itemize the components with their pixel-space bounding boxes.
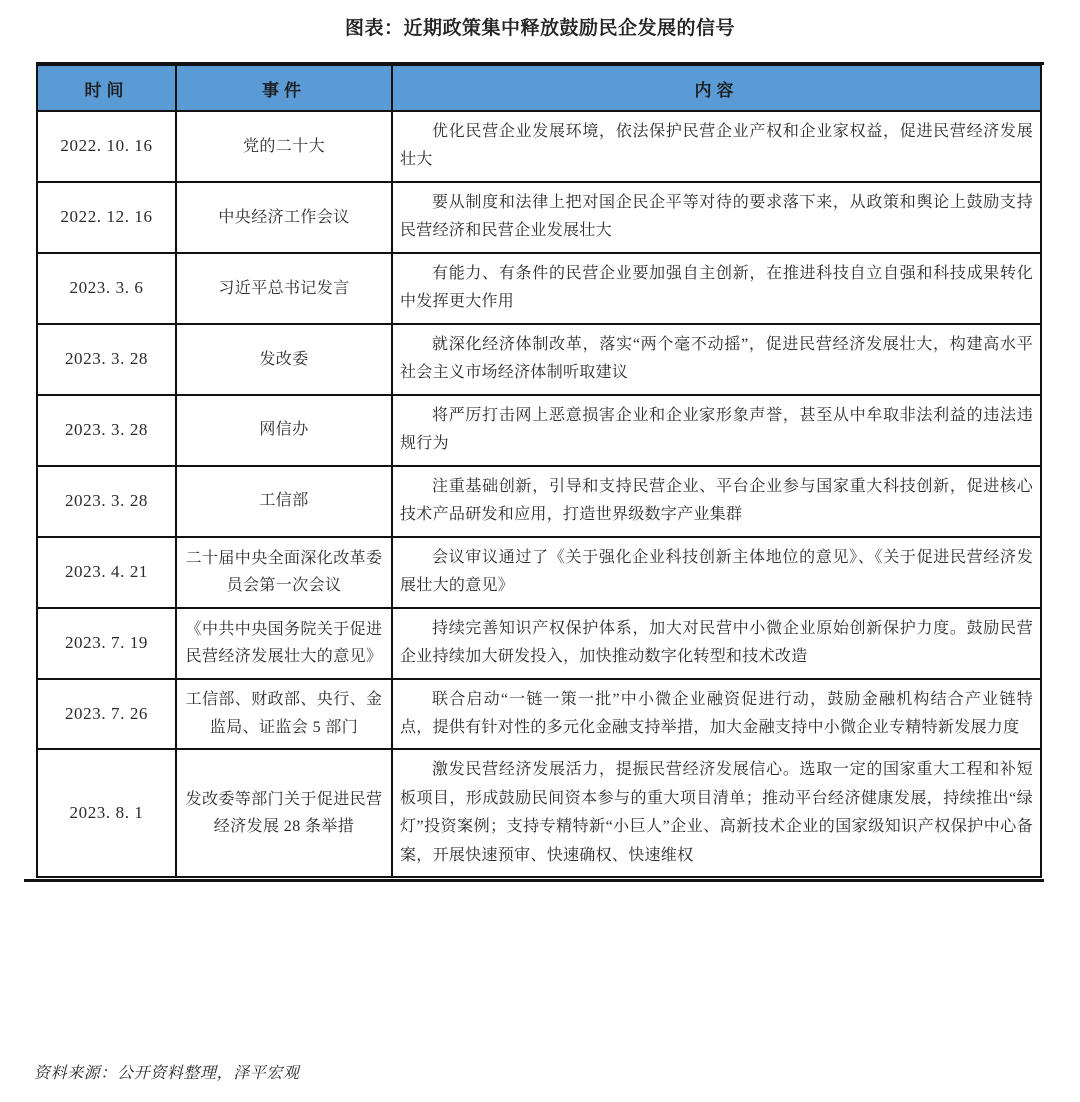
cell-content: 就深化经济体制改革，落实“两个毫不动摇”，促进民营经济发展壮大，构建高水平社会主义市场经济体制听取建议	[392, 324, 1041, 395]
policy-table	[36, 64, 1042, 878]
table-row	[37, 749, 1041, 877]
cell-time: 2023. 4. 21	[37, 537, 176, 608]
cell-time: 2023. 7. 19	[37, 608, 176, 679]
column-header-time	[37, 65, 176, 111]
column-header-content	[392, 65, 1041, 111]
table-body	[37, 111, 1041, 877]
table-header	[37, 65, 1041, 111]
policy-table-container	[24, 62, 1042, 878]
table-row	[37, 537, 1041, 608]
cell-event: 《中共中央国务院关于促进民营经济发展壮大的意见》	[176, 608, 392, 679]
table-row	[37, 679, 1041, 750]
cell-content: 会议审议通过了《关于强化企业科技创新主体地位的意见》、《关于促进民营经济发展壮大的意见》	[392, 537, 1041, 608]
cell-time: 2022. 12. 16	[37, 182, 176, 253]
cell-time: 2023. 7. 26	[37, 679, 176, 750]
table-top-rule	[36, 62, 1044, 65]
cell-content: 持续完善知识产权保护体系，加大对民营中小微企业原始创新保护力度。鼓励民营企业持续加大研发投入，加快推动数字化转型和技术改造	[392, 608, 1041, 679]
cell-event: 中央经济工作会议	[176, 182, 392, 253]
table-row	[37, 324, 1041, 395]
cell-time: 2023. 8. 1	[37, 749, 176, 877]
cell-content: 注重基础创新，引导和支持民营企业、平台企业参与国家重大科技创新，促进核心技术产品研发和应用，打造世界级数字产业集群	[392, 466, 1041, 537]
cell-content: 有能力、有条件的民营企业要加强自主创新，在推进科技自立自强和科技成果转化中发挥更大作用	[392, 253, 1041, 324]
table-row	[37, 182, 1041, 253]
cell-event: 网信办	[176, 395, 392, 466]
column-header-event-label: 事件	[262, 80, 306, 100]
table-row	[37, 111, 1041, 182]
table-header-row	[37, 65, 1041, 111]
table-row	[37, 608, 1041, 679]
cell-event: 党的二十大	[176, 111, 392, 182]
source-note: 资料来源：公开资料整理，泽平宏观	[34, 1065, 300, 1082]
cell-time: 2023. 3. 28	[37, 466, 176, 537]
column-header-time-label: 时间	[84, 80, 129, 100]
cell-event: 工信部、财政部、央行、金监局、证监会 5 部门	[176, 679, 392, 750]
table-row	[37, 466, 1041, 537]
cell-event: 发改委等部门关于促进民营经济发展 28 条举措	[176, 749, 392, 877]
cell-event: 发改委	[176, 324, 392, 395]
table-bottom-rule	[24, 879, 1044, 882]
table-row	[37, 253, 1041, 324]
cell-time: 2022. 10. 16	[37, 111, 176, 182]
page-title: 图表：近期政策集中释放鼓励民企发展的信号	[344, 18, 735, 39]
column-header-event	[176, 65, 392, 111]
cell-content: 联合启动“一链一策一批”中小微企业融资促进行动，鼓励金融机构结合产业链特点，提供有针对性的多元化金融支持举措，加大金融支持中小微企业专精特新发展力度	[392, 679, 1041, 750]
cell-event: 习近平总书记发言	[176, 253, 392, 324]
cell-content: 激发民营经济发展活力，提振民营经济发展信心。选取一定的国家重大工程和补短板项目，形成鼓励民间资本参与的重大项目清单；推动平台经济健康发展，持续推出“绿灯”投资案例；支持专精特新“小巨人”企业、高新技术企业的国家级知识产权保护中心备案，开展快速预审、快速确权、快速维权	[392, 749, 1041, 877]
column-header-content-label: 内容	[694, 80, 739, 100]
table-row	[37, 395, 1041, 466]
cell-content: 将严厉打击网上恶意损害企业和企业家形象声誉，甚至从中牟取非法利益的违法违规行为	[392, 395, 1041, 466]
cell-time: 2023. 3. 6	[37, 253, 176, 324]
cell-content: 优化民营企业发展环境，依法保护民营企业产权和企业家权益，促进民营经济发展壮大	[392, 111, 1041, 182]
cell-time: 2023. 3. 28	[37, 395, 176, 466]
cell-content: 要从制度和法律上把对国企民企平等对待的要求落下来，从政策和舆论上鼓励支持民营经济和民营企业发展壮大	[392, 182, 1041, 253]
cell-event: 工信部	[176, 466, 392, 537]
cell-time: 2023. 3. 28	[37, 324, 176, 395]
cell-event: 二十届中央全面深化改革委员会第一次会议	[176, 537, 392, 608]
